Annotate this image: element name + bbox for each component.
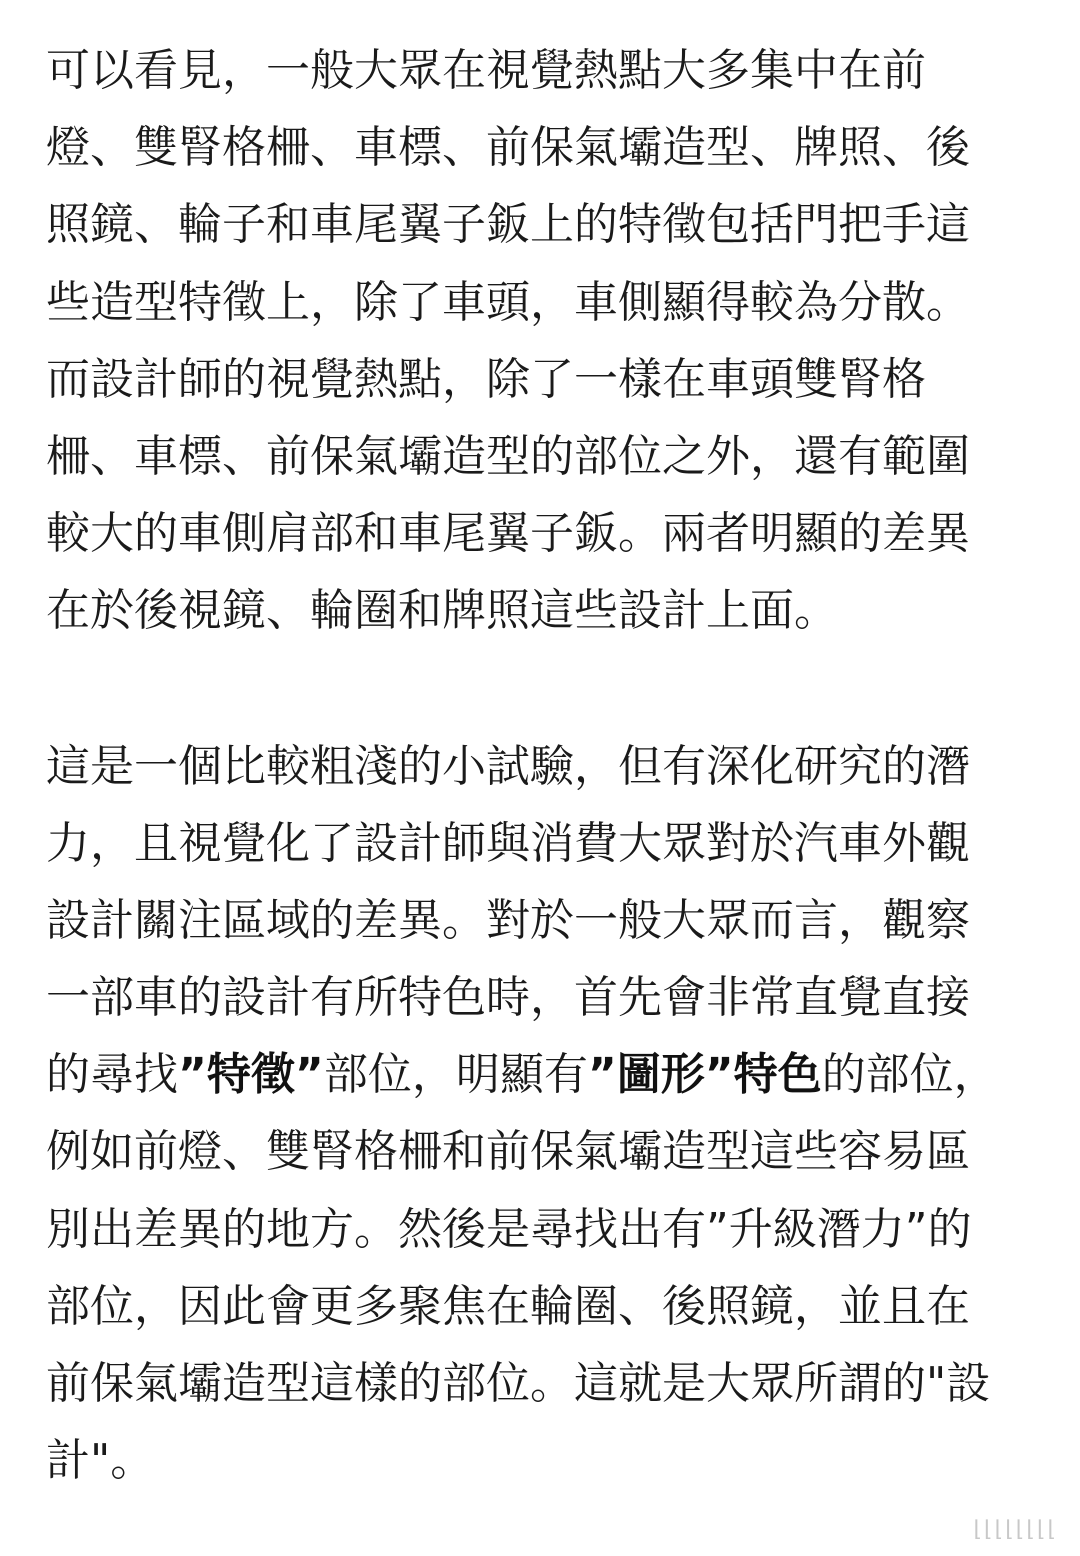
text-line: 些造型特徵上，除了車頭，車側顯得較為分散。 bbox=[46, 276, 970, 328]
text-line: 在於後視鏡、輪圈和牌照這些設計上面。 bbox=[46, 585, 838, 637]
text-line: 照鏡、輪子和車尾翼子鈑上的特徵包括門把手這 bbox=[46, 199, 970, 251]
paragraph-2 bbox=[46, 728, 1036, 1500]
text-segment: 部位，明顯有 bbox=[323, 1049, 588, 1101]
text-line: 而設計師的視覺熱點，除了一樣在車頭雙腎格 bbox=[46, 353, 926, 405]
bold-term-features: ”特徵” bbox=[178, 1049, 324, 1101]
text-line: 前保氣壩造型這樣的部位。這就是大眾所謂的"設 bbox=[46, 1358, 991, 1409]
text-segment: 的尋找 bbox=[46, 1049, 178, 1101]
text-line: 例如前燈、雙腎格柵和前保氣壩造型這些容易區 bbox=[46, 1126, 970, 1178]
paragraph-gap bbox=[46, 650, 1036, 728]
text-line: 柵、車標、前保氣壩造型的部位之外，還有範圍 bbox=[46, 430, 970, 482]
text-segment: 的部位， bbox=[821, 1049, 998, 1101]
text-line: 計"。 bbox=[46, 1435, 155, 1487]
text-line: 一部車的設計有所特色時，首先會非常直覺直接 bbox=[46, 972, 970, 1024]
article-body bbox=[46, 32, 1036, 1499]
text-line: 這是一個比較粗淺的小試驗，但有深化研究的潛 bbox=[46, 740, 970, 792]
text-line: 部位，因此會更多聚焦在輪圈、後照鏡，並且在 bbox=[46, 1280, 970, 1332]
watermark: ⌊⌊⌊⌊⌊⌊⌊⌊ bbox=[973, 1517, 1058, 1542]
text-line: 燈、雙腎格柵、車標、前保氣壩造型、牌照、後 bbox=[46, 122, 970, 174]
bold-term-graphic: ”圖形”特色 bbox=[587, 1049, 822, 1101]
text-line: 較大的車側肩部和車尾翼子鈑。兩者明顯的差異 bbox=[46, 508, 970, 560]
text-line: 設計關注區域的差異。對於一般大眾而言，觀察 bbox=[46, 894, 970, 946]
text-line: 可以看見，一般大眾在視覺熱點大多集中在前 bbox=[46, 45, 926, 96]
paragraph-1 bbox=[46, 32, 1036, 650]
text-line: 別出差異的地方。然後是尋找出有”升級潛力”的 bbox=[46, 1203, 972, 1255]
text-line: 力，且視覺化了設計師與消費大眾對於汽車外觀 bbox=[46, 817, 970, 869]
text-line-emphasis bbox=[46, 1036, 1036, 1113]
